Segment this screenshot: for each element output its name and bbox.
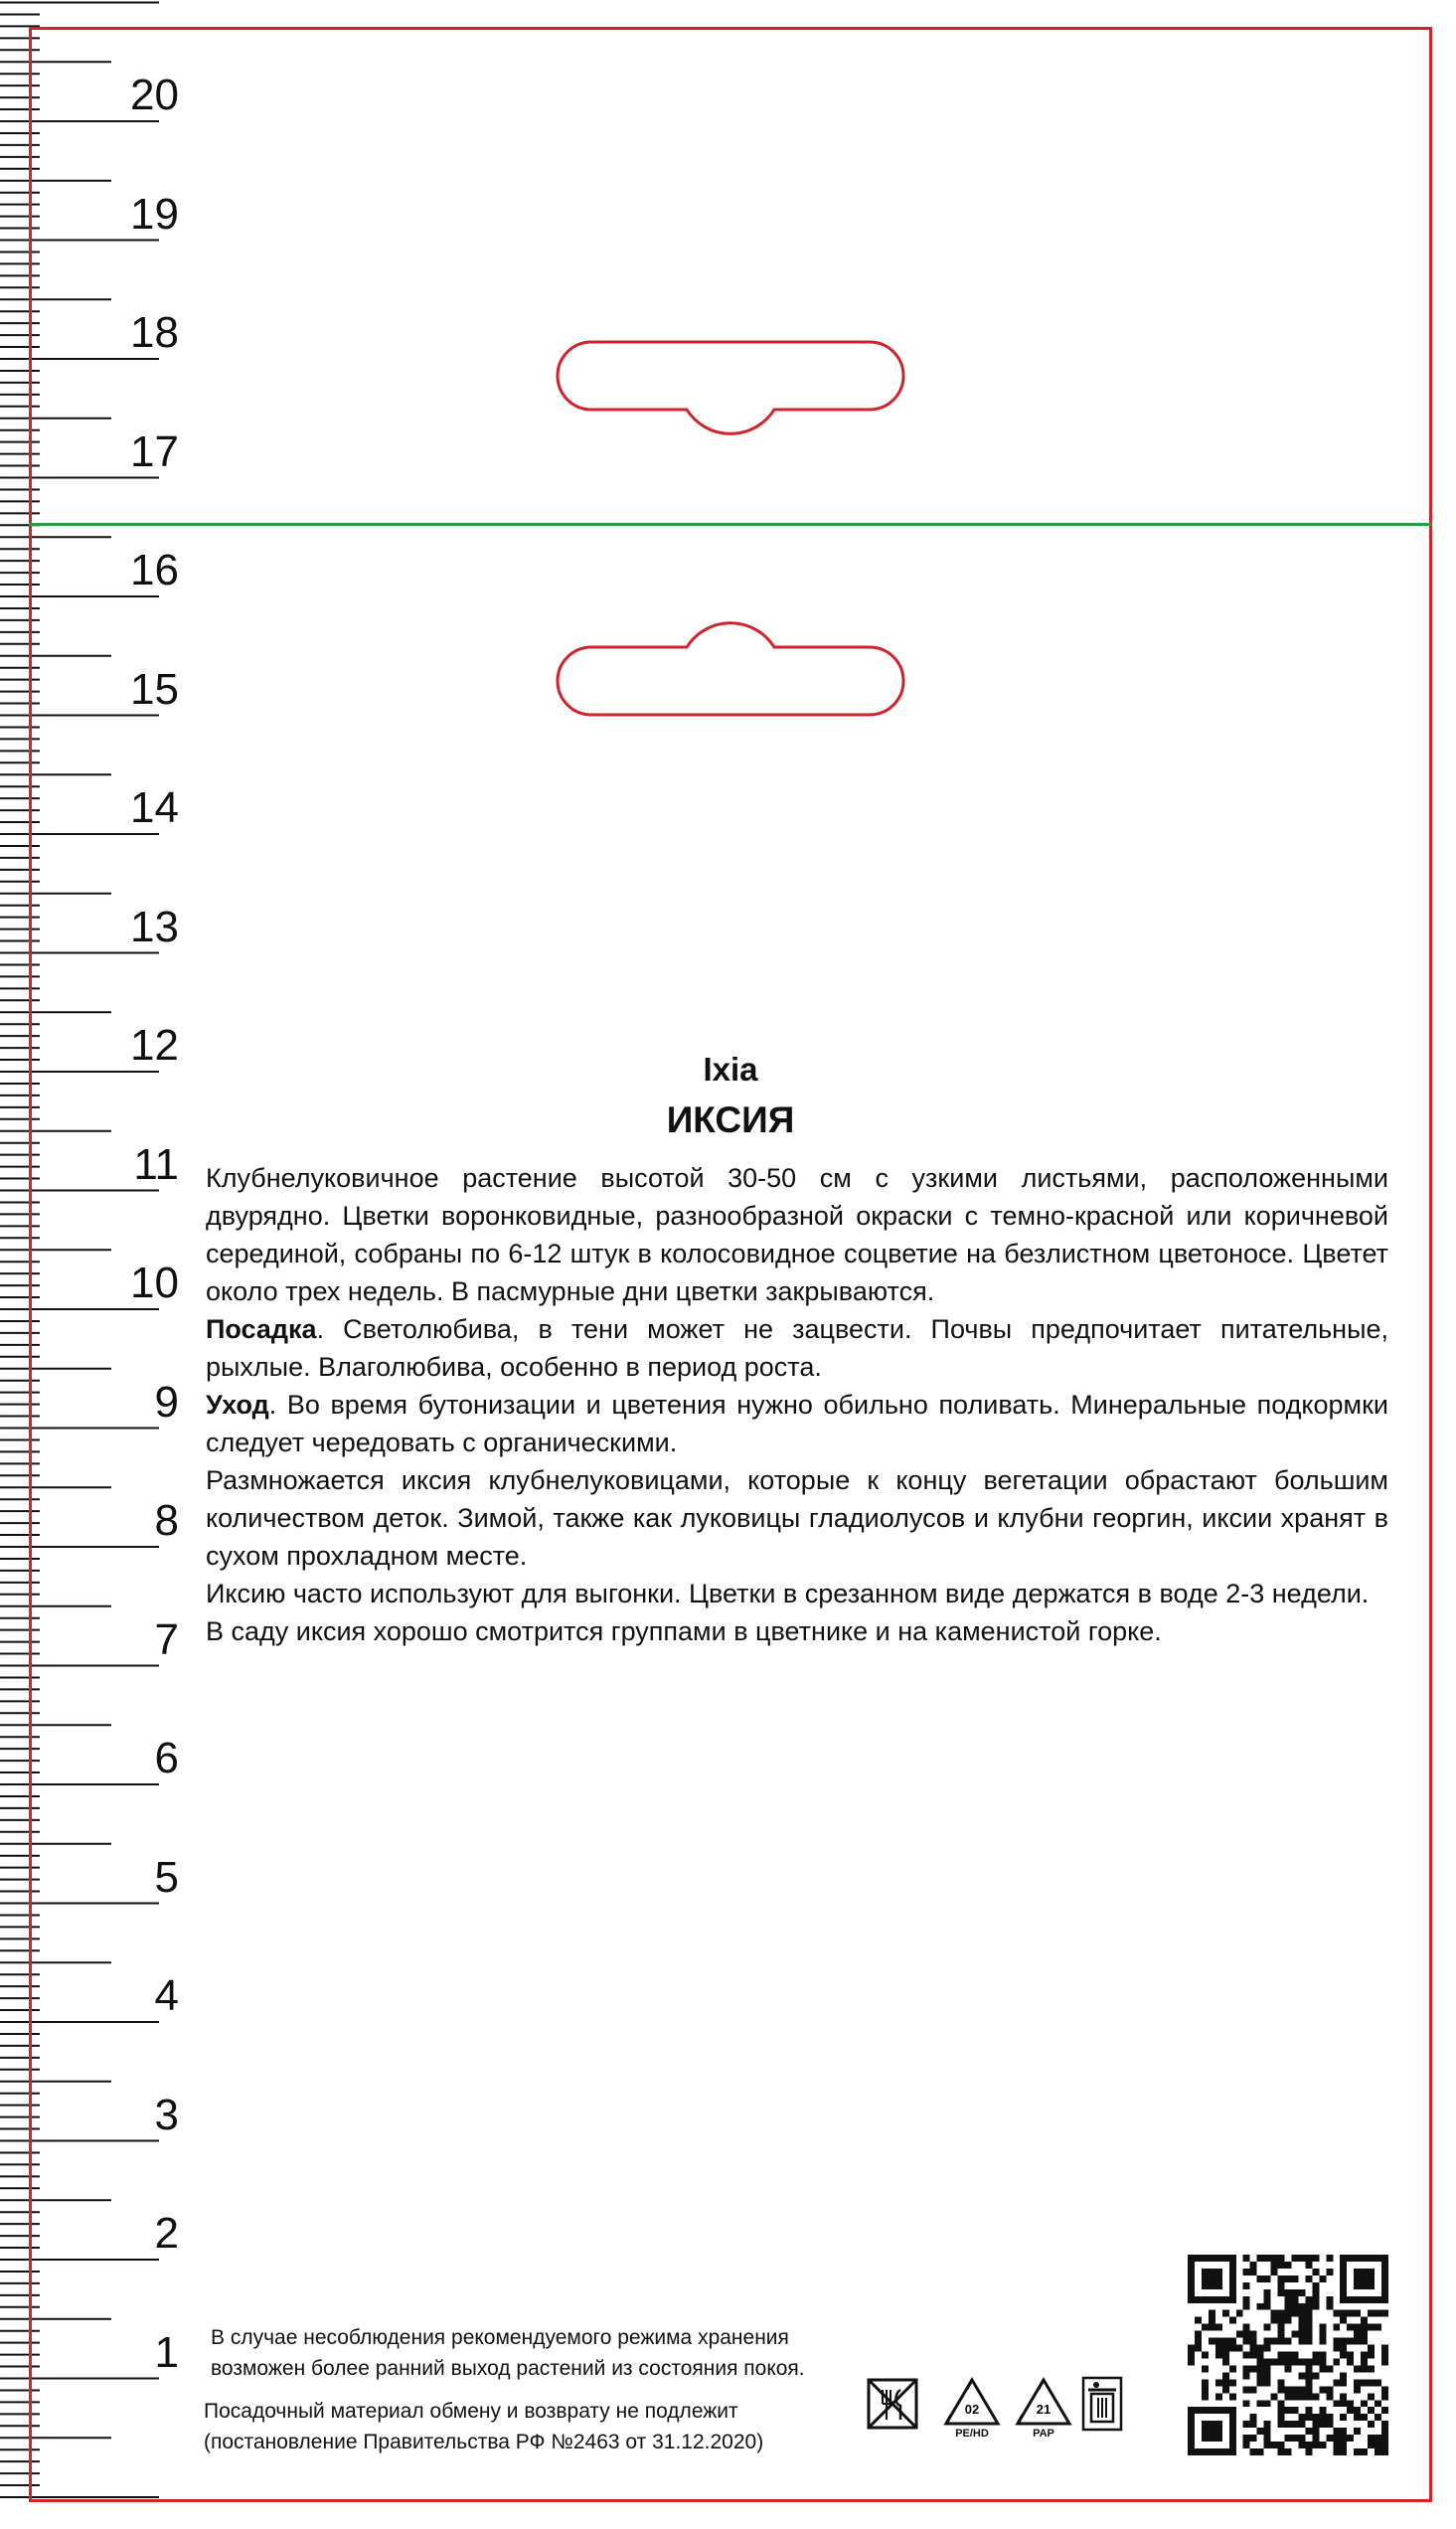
storage-warning	[211, 2322, 926, 2384]
ruler-number: 10	[130, 1259, 179, 1307]
ruler-number: 2	[154, 2209, 179, 2258]
planting-text: . Светолюбива, в тени может не зацвести. Почвы предпочитает питательные, рыхлые. Влаголюбива, особенно в период роста.	[206, 1314, 1388, 1382]
ruler-number: 3	[154, 2090, 179, 2139]
ruler-number: 15	[130, 664, 179, 714]
plant-latin-name: Ixia	[703, 1051, 758, 1088]
recycle-icon	[942, 2376, 1002, 2428]
ruler-number: 4	[154, 1971, 179, 2020]
description-intro: Клубнелуковичное растение высотой 30-50 см с узкими листьями, расположенными двурядно. Цветки воронковидные, разнообразной окраски с темно-красной или коричневой серединой, собраны по 6-12 штук в колосовидное соцветие на безлистном цветоносе. Цветет около трех недель. В пасмурные дни цветки закрываются.	[206, 1163, 1388, 1306]
propagation-paragraph: Размножается иксия клубнелуковицами, которые к концу вегетации обрастают большим количеством деток. Зимой, также как луковицы гладиолусов и клубни георгин, иксии хранят в сухом прохладном месте.	[206, 1465, 1388, 1571]
not-for-food-icon	[865, 2376, 920, 2432]
ruler-number: 14	[130, 783, 179, 832]
plant-russian-name: ИКСИЯ	[666, 1099, 795, 1140]
qr-code	[1188, 2255, 1388, 2455]
ruler-number: 16	[130, 546, 179, 594]
recycle-icon	[1014, 2376, 1073, 2428]
care-label: Уход	[206, 1390, 269, 1420]
hanger-slot-bottom	[552, 611, 909, 721]
hanger-slot-top	[552, 338, 909, 447]
ruler-number: 1	[154, 2327, 179, 2377]
garden-paragraph: В саду иксия хорошо смотрится группами в цветнике и на каменистой горке.	[206, 1616, 1162, 1646]
care-paragraph	[206, 1386, 1388, 1461]
fold-line	[29, 523, 1432, 526]
recycle-caption: PAP	[1033, 2428, 1054, 2440]
recycle-code: 21	[1036, 2402, 1052, 2417]
ruler-number: 12	[130, 1021, 179, 1070]
legal-notice-line: (постановление Правительства РФ №2463 от 31.12.2020)	[204, 2431, 764, 2453]
ruler-number: 17	[130, 426, 179, 476]
ruler-number: 8	[154, 1496, 179, 1545]
ruler-number: 18	[130, 308, 179, 357]
ruler-number: 11	[133, 1139, 179, 1189]
ruler-number: 19	[130, 189, 179, 239]
trash-bin-icon	[1081, 2376, 1123, 2432]
ruler-number: 7	[154, 1614, 179, 1664]
plant-description	[206, 1159, 1388, 1650]
recycle-caption: PE/HD	[955, 2428, 989, 2440]
planting-label: Посадка	[206, 1314, 317, 1344]
care-text: . Во время бутонизации и цветения нужно обильно поливать. Минеральные подкормки следует чередовать с органическими.	[206, 1390, 1388, 1457]
packaging-symbols	[865, 2376, 1123, 2455]
storage-warning-line: возможен более ранний выход растений из состояния покоя.	[211, 2357, 805, 2380]
planting-paragraph	[206, 1310, 1388, 1386]
forcing-paragraph: Иксию часто используют для выгонки. Цветки в срезанном виде держатся в воде 2-3 недели.	[206, 1579, 1370, 1608]
ruler-number: 13	[130, 902, 179, 951]
storage-warning-line: В случае несоблюдения рекомендуемого режима хранения	[211, 2326, 789, 2349]
ruler-number: 9	[154, 1377, 179, 1427]
ruler-number: 20	[130, 71, 179, 119]
legal-notice	[204, 2396, 899, 2457]
ruler-number: 6	[154, 1734, 179, 1782]
ruler-number: 5	[154, 1852, 179, 1902]
legal-notice-line: Посадочный материал обмену и возврату не подлежит	[204, 2400, 738, 2423]
recycle-code: 02	[964, 2402, 980, 2417]
